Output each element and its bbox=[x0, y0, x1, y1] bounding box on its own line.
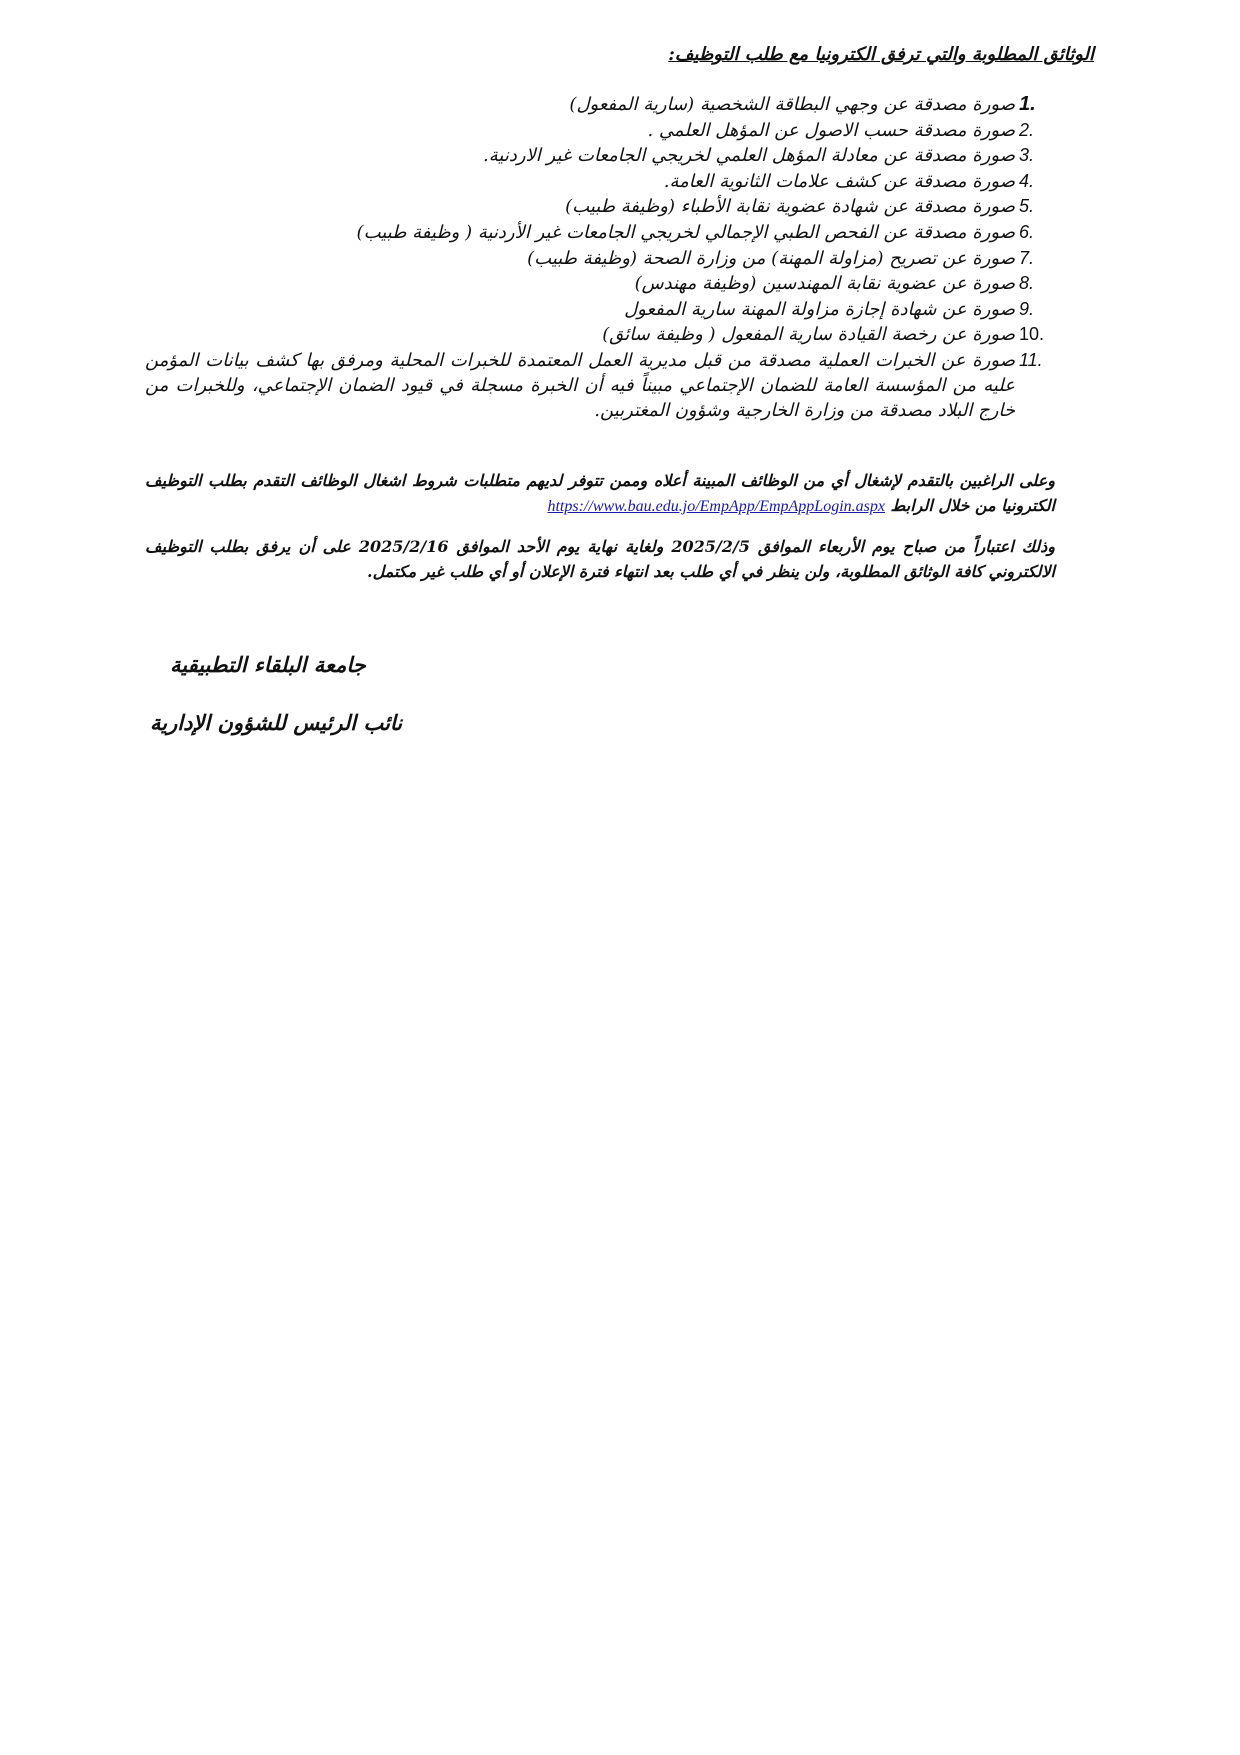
list-item-number: 1. bbox=[1019, 93, 1036, 115]
document-heading: الوثائق المطلوبة والتي ترفق الكترونيا مع طلب التوظيف: bbox=[668, 44, 1094, 65]
list-item-text: صورة مصدقة عن الفحص الطبي الإجمالي لخريجي الجامعات غير الأردنية ( وظيفة طبيب) bbox=[356, 221, 1015, 243]
list-item-number: 8. bbox=[1019, 273, 1035, 294]
list-item bbox=[145, 246, 1055, 272]
list-item bbox=[145, 92, 1055, 118]
list-item bbox=[145, 118, 1055, 144]
list-item bbox=[145, 297, 1055, 323]
list-item bbox=[145, 169, 1055, 195]
application-period-paragraph: وذلك اعتباراً من صباح يوم الأربعاء الموافق 2025/2/5 ولغاية نهاية يوم الأحد الموافق 2025/2/16 على أن يرفق بطلب التوظيف الالكتروني كافة الوثائق المطلوبة، ولن ينظر في أي طلب بعد انتهاء فترة الإعلان أو أي طلب غير مكتمل. bbox=[145, 537, 1056, 581]
list-item-number: 5. bbox=[1019, 196, 1035, 217]
list-item bbox=[145, 348, 1055, 423]
signature-title: نائب الرئيس للشؤون الإدارية bbox=[150, 710, 403, 735]
list-item bbox=[145, 194, 1055, 220]
list-item-text: صورة عن عضوية نقابة المهندسين (وظيفة مهندس) bbox=[634, 273, 1015, 295]
list-item-number: 4. bbox=[1019, 170, 1035, 191]
list-item-number: 10. bbox=[1019, 324, 1045, 345]
list-item-text: صورة مصدقة عن كشف علامات الثانوية العامة. bbox=[663, 170, 1015, 192]
list-item-number: 9. bbox=[1019, 298, 1035, 319]
list-item-text: صورة مصدقة عن وجهي البطاقة الشخصية (سارية المفعول) bbox=[569, 94, 1015, 115]
list-item-text: صورة عن رخصة القيادة سارية المفعول ( وظيفة سائق) bbox=[602, 324, 1015, 346]
list-item-number: 11. bbox=[1019, 349, 1043, 370]
list-item-number: 6. bbox=[1019, 221, 1035, 242]
list-item-text: صورة مصدقة عن معادلة المؤهل العلمي لخريجي الجامعات غير الاردنية. bbox=[483, 145, 1015, 167]
list-item-text: صورة عن الخبرات العملية مصدقة من قبل مديرية العمل المعتمدة للخبرات المحلية ومرفق بها كشف بيانات المؤمن عليه من المؤسسة العامة للضمان الإجتماعي مبيناً فيه أن الخبرة مسجلة في قيود الضمان الإجتماعي، وللخبرات من خارج البلاد مصدقة من وزارة الخارجية وشؤون المغتربين. bbox=[145, 349, 1015, 421]
application-instructions-text: وعلى الراغبين بالتقدم لإشغال أي من الوظائف المبينة أعلاه وممن تتوفر لديهم متطلبات شروط اشغال الوظائف التقدم بطلب التوظيف الكترونيا من خلال الرابط bbox=[145, 471, 1055, 515]
list-item-text: صورة مصدقة حسب الاصول عن المؤهل العلمي . bbox=[647, 119, 1015, 141]
list-item-number: 2. bbox=[1019, 119, 1035, 140]
list-item bbox=[145, 220, 1055, 246]
application-link[interactable]: https://www.bau.edu.jo/EmpApp/EmpAppLogin.aspx bbox=[547, 498, 885, 515]
list-item-text: صورة عن شهادة إجازة مزاولة المهنة سارية المفعول bbox=[624, 298, 1015, 320]
list-item bbox=[145, 322, 1055, 348]
list-item bbox=[145, 271, 1055, 297]
list-item-text: صورة مصدقة عن شهادة عضوية نقابة الأطباء (وظيفة طبيب) bbox=[565, 196, 1015, 218]
required-documents-list bbox=[145, 92, 1055, 423]
list-item bbox=[145, 143, 1055, 169]
signature-organization: جامعة البلقاء التطبيقية bbox=[170, 652, 366, 677]
list-item-text: صورة عن تصريح (مزاولة المهنة) من وزارة الصحة (وظيفة طبيب) bbox=[527, 247, 1015, 269]
list-item-number: 7. bbox=[1019, 247, 1035, 268]
application-instructions-paragraph bbox=[145, 468, 1055, 519]
list-item-number: 3. bbox=[1019, 145, 1035, 166]
